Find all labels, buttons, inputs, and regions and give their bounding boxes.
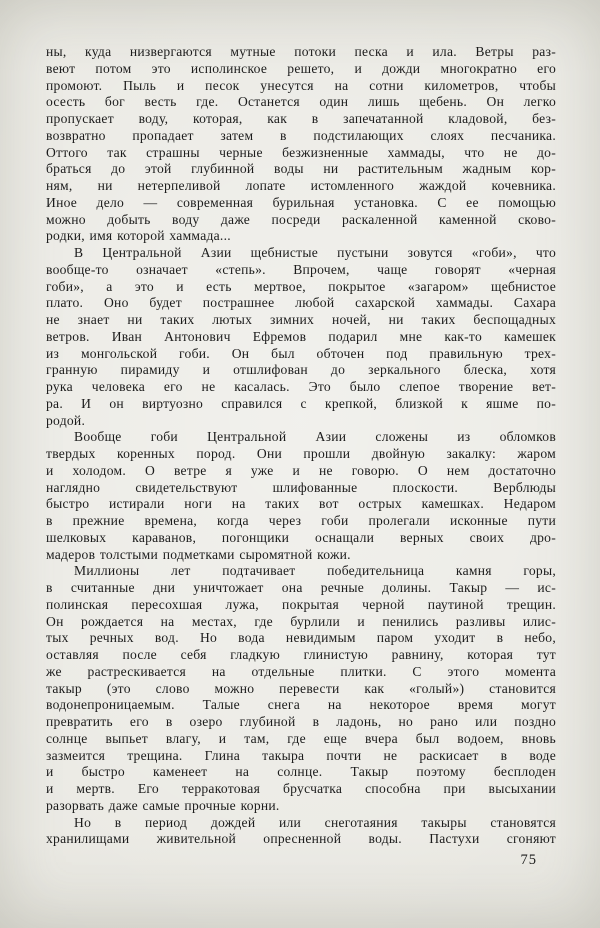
text-line: родки, имя которой хаммада... (46, 228, 231, 244)
text-line: Миллионы лет подтачивает победительница камня горы, (74, 563, 556, 579)
text-line: тых речных вод. Но вода невидимым паром уходит в небо, (46, 630, 556, 646)
page-number: 75 (520, 852, 537, 868)
paragraph (46, 563, 556, 814)
text-line: можно добыть воду даже посреди раскаленной каменной сково- (46, 211, 556, 227)
text-line: наглядно свидетельствуют шлифованные плоскости. Верблюды (46, 479, 556, 495)
text-line: твердых коренных пород. Они прошли двойную закалку: жаром (46, 446, 556, 461)
text-line: Но в период дождей или снеготаяния такыры становятся (74, 814, 556, 830)
text-line: Иное дело — современная бурильная установка. С ее помощью (46, 194, 556, 210)
text-line: полинская пересохшая лужа, покрытая черной паутиной трещин. (46, 596, 556, 612)
text-line: мадеров толстыми подметками сыромятной кожи. (46, 546, 351, 562)
text-line: разорвать даже самые прочные корни. (46, 797, 280, 813)
text-line: веют потом это исполинское решето, и дожди многократно его (46, 60, 556, 76)
text-line: оставляя после себя гладкую глинистую равнину, которая тут (46, 647, 556, 662)
text-line: В Центральной Азии щебнистые пустыни зовутся «гоби», что (74, 245, 556, 260)
page-text (46, 44, 556, 848)
paragraph (46, 429, 556, 563)
text-line: гранную пирамиду и отшлифован до зеркального блеска, хотя (46, 362, 556, 378)
text-line: ням, ни нетерпеливой лопате истомленного жаждой кочевника. (46, 178, 556, 193)
text-line: Вообще гоби Центральной Азии сложены из обломков (74, 429, 556, 445)
text-line: пропускает воду, которая, как в запечатанной кладовой, без- (46, 111, 556, 126)
text-line: же растрескивается на отдельные плитки. С этого момента (46, 663, 556, 679)
text-line: зазмеится трещина. Глина такыра почти не раскисает в воде (46, 747, 556, 763)
text-line: и холодом. О ветре я уже и не говорю. О нем достаточно (46, 462, 556, 478)
text-line: превратить его в озеро глубиной в ладонь, но рано или поздно (46, 714, 556, 729)
text-line: быстро истирали ноги на таких вот острых камешках. Недаром (46, 496, 556, 512)
text-line: Оттого так страшны черные безжизненные хаммады, что не до- (46, 144, 556, 160)
text-line: хранилищами живительной опресненной воды. Пастухи сгоняют (46, 831, 556, 847)
text-line: шелковых караванов, погонщики оснащали верных своих дро- (46, 529, 556, 545)
paragraph (46, 245, 556, 429)
text-line: и быстро каменеет на солнце. Такыр поэтому бесплоден (46, 764, 556, 780)
text-line: ветров. Иван Антонович Ефремов подарил мне как-то камешек (46, 328, 556, 344)
text-line: ра. И он виртуозно справился с крепкой, близкой к яшме по- (46, 395, 556, 411)
text-line: Он рождается на местах, где бурлили и пенились разливы илис- (46, 613, 556, 629)
text-line: рука человека его не касалась. Это было слепое творение вет- (46, 379, 556, 394)
text-line: из монгольской гоби. Он был обточен под правильную трех- (46, 345, 556, 361)
text-line: не знает ни таких лютых зимних ночей, ни таких беспощадных (46, 312, 556, 327)
text-line: плато. Оно будет пострашнее любой сахарской хаммады. Сахара (46, 295, 556, 311)
text-line: солнце выпьет влагу, и там, где еще вчера был водоем, вновь (46, 730, 556, 746)
text-line: браться до этой глубинной воды ни растительным жадным кор- (46, 161, 556, 177)
text-line: осесть бог весть где. Останется один лишь щебень. Он легко (46, 94, 556, 110)
text-line: гоби», а это и есть мертвое, покрытое «загаром» щебнистое (46, 278, 556, 294)
text-line: в считанные дни уничтожает она речные долины. Такыр — ис- (46, 580, 556, 595)
text-line: такыр (это слово можно перевести как «голый») становится (46, 680, 556, 696)
text-line: вообще-то означает «степь». Впрочем, чаще говорят «черная (46, 261, 556, 277)
text-line: промоют. Пыль и песок унесутся на сотни километров, чтобы (46, 77, 556, 93)
text-line: в прежние времена, когда через гоби пролегали исконные пути (46, 513, 556, 528)
text-line: и мертв. Его терракотовая брусчатка способна при высыхании (46, 781, 556, 796)
text-line: ны, куда низвергаются мутные потоки песка и ила. Ветры раз- (46, 44, 556, 59)
text-line: возвратно пропадает затем в подстилающих слоях песчаника. (46, 127, 556, 143)
text-line: родой. (46, 412, 86, 428)
paragraph (46, 815, 556, 849)
paragraph (46, 44, 556, 245)
text-line: водонепроницаемым. Талые снега на некоторое время могут (46, 697, 556, 713)
